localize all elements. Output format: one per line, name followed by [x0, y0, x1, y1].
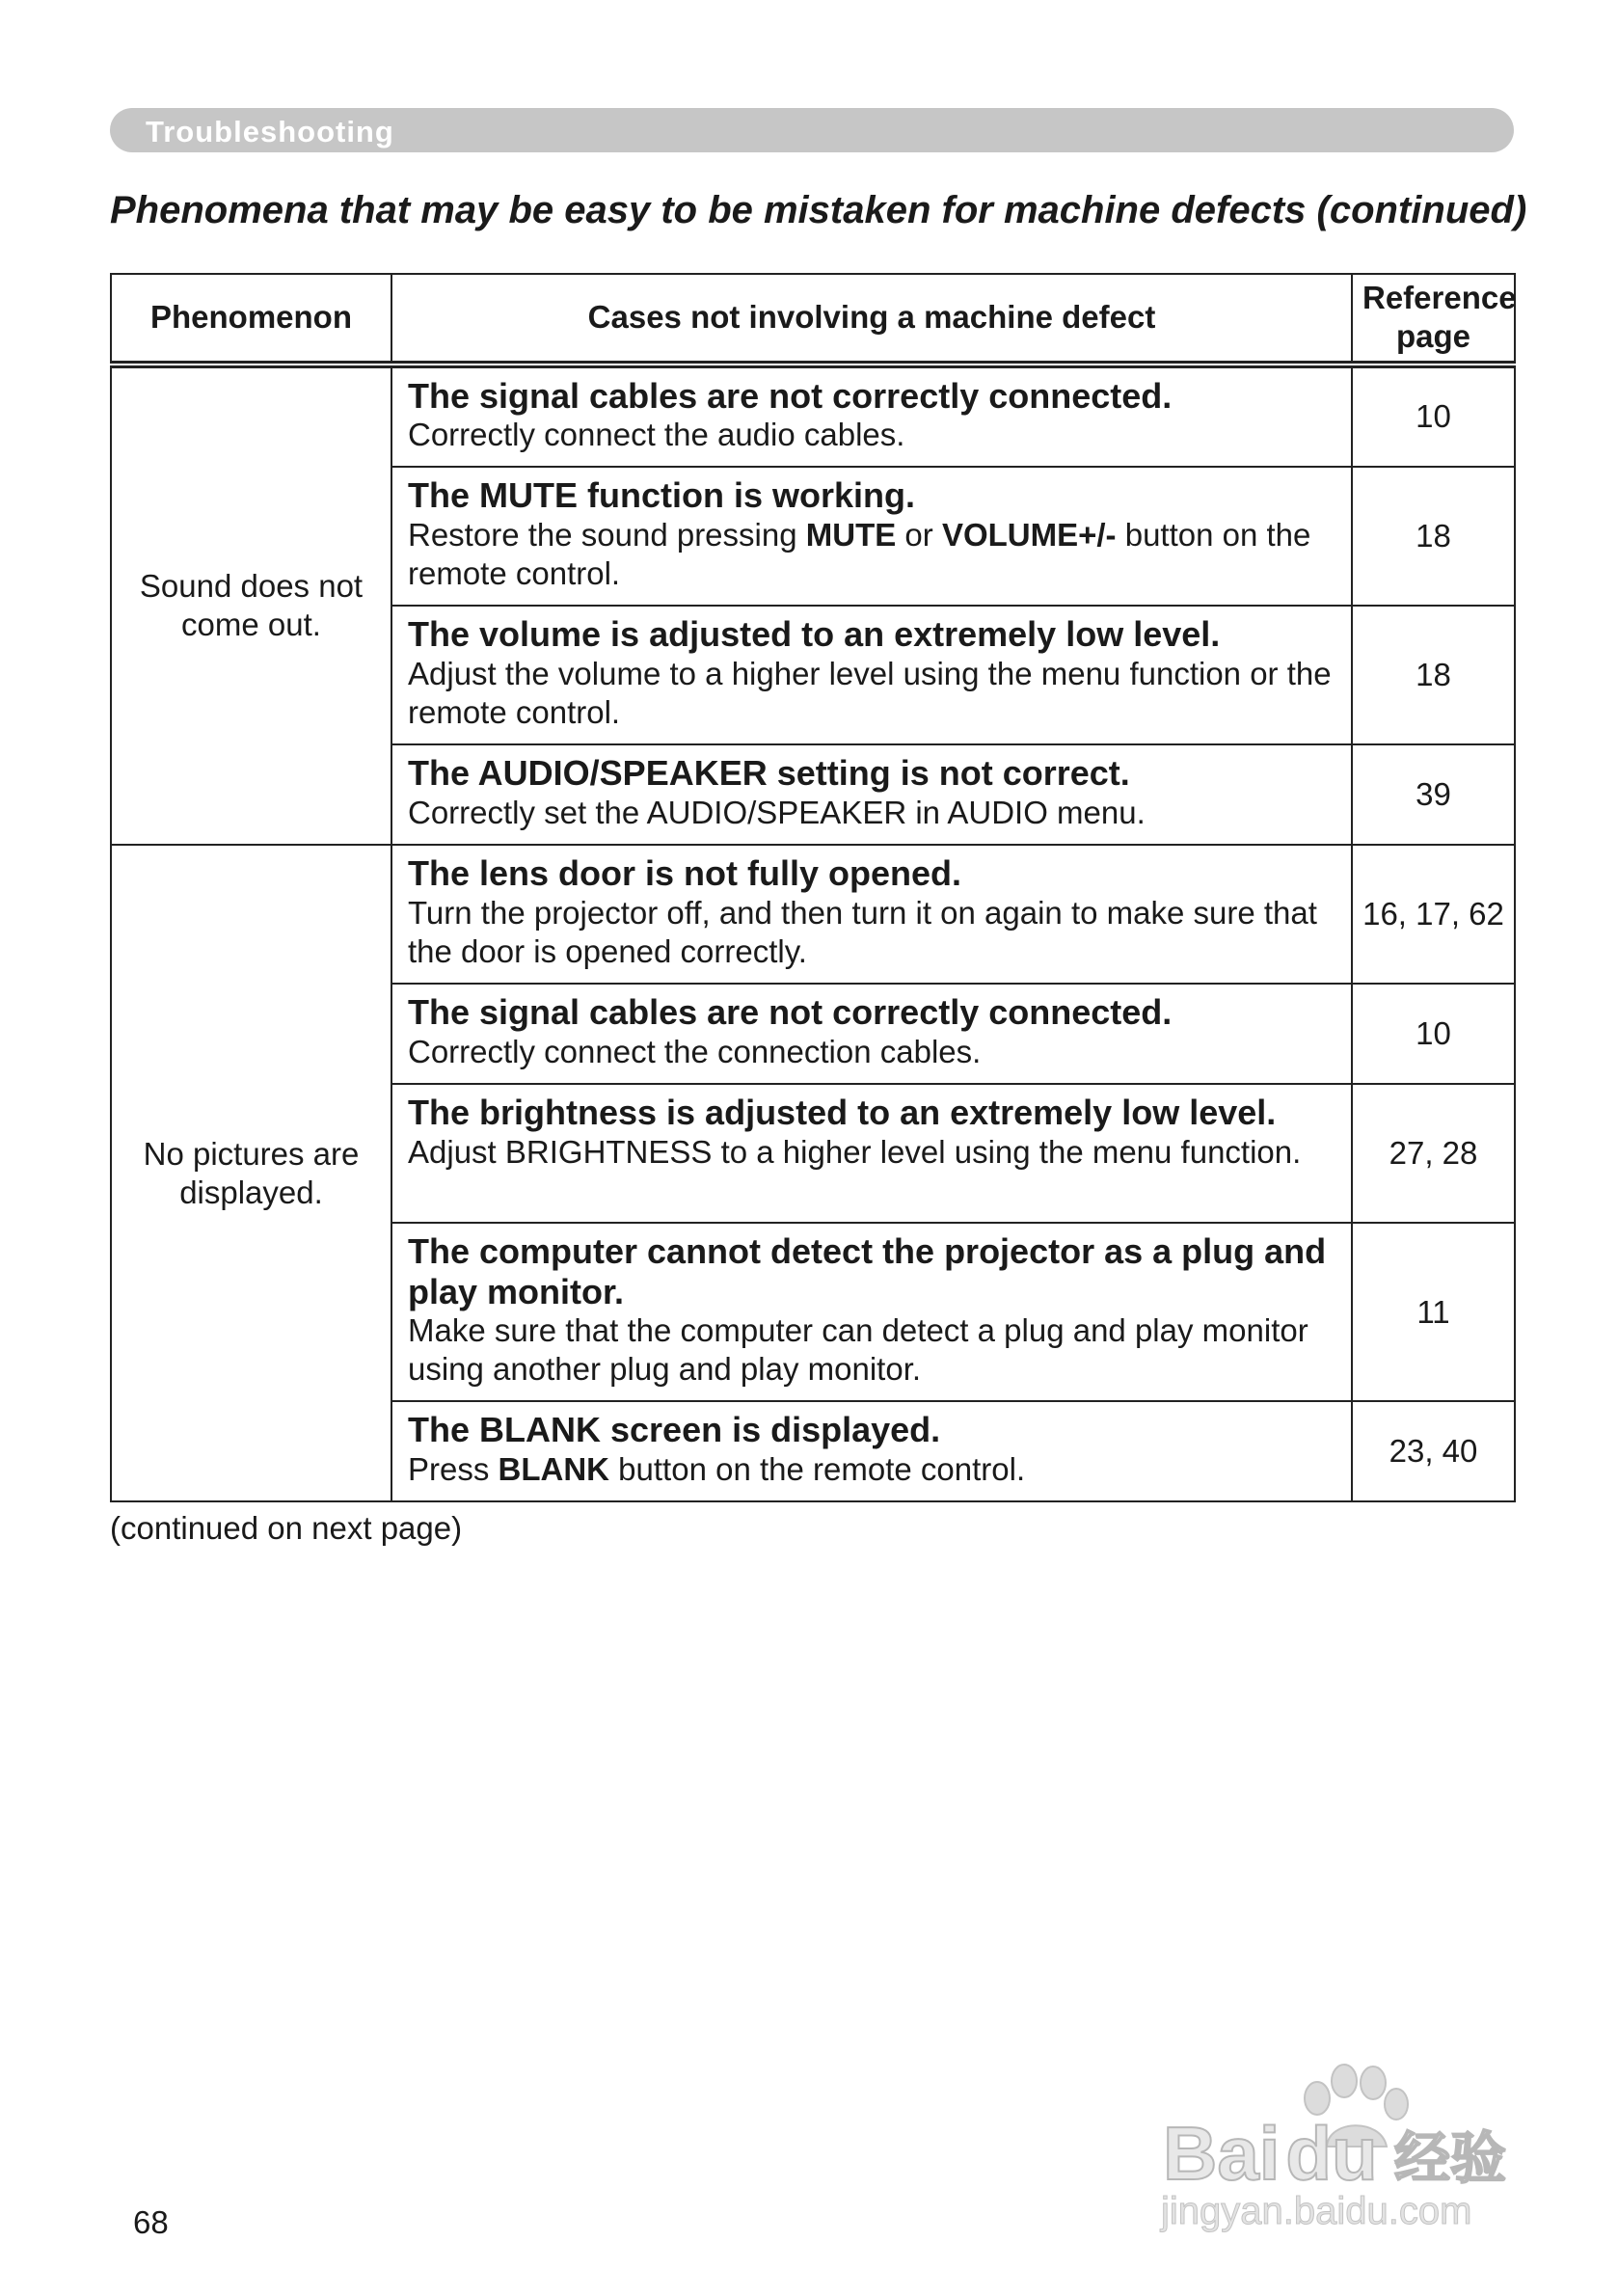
case-description: Make sure that the computer can detect a plug and play monitor using another plug and play monitor. [408, 1311, 1308, 1388]
case-cell [391, 606, 1352, 744]
case-title: The brightness is adjusted to an extremely low level. [408, 1093, 1277, 1133]
reference-page: 10 [1352, 984, 1515, 1084]
case-title: The volume is adjusted to an extremely low level. [408, 614, 1221, 655]
phenomenon-cell: Sound does not come out. [111, 365, 391, 846]
case-cell [391, 1084, 1352, 1223]
case-cell [391, 1401, 1352, 1501]
reference-page: 16, 17, 62 [1352, 845, 1515, 984]
case-description: Turn the projector off, and then turn it on again to make sure that the door is opened correctly. [408, 894, 1317, 969]
page-title: Phenomena that may be easy to be mistaken for machine defects (continued) [110, 189, 1527, 231]
case-title: The lens door is not fully opened. [408, 853, 962, 894]
column-header-phenomenon: Phenomenon [111, 274, 391, 365]
case-cell [391, 365, 1352, 468]
case-title: The signal cables are not correctly connected. [408, 992, 1173, 1033]
case-title: The computer cannot detect the projector as a plug and play monitor. [408, 1231, 1327, 1311]
volume-button-label: VOLUME+/- [941, 516, 1117, 553]
case-cell [391, 1223, 1352, 1401]
jingyan-wordmark: 经验 [1394, 2125, 1507, 2191]
case-cell [391, 744, 1352, 845]
phenomenon-cell: No pictures are displayed. [111, 845, 391, 1501]
column-header-cases: Cases not involving a machine defect [391, 274, 1352, 365]
reference-page: 23, 40 [1352, 1401, 1515, 1501]
watermark-url: jingyan.baidu.com [1161, 2190, 1472, 2232]
continued-note: (continued on next page) [110, 1510, 463, 1546]
case-description: Correctly set the AUDIO/SPEAKER in AUDIO menu. [408, 794, 1146, 830]
table-row [111, 365, 1515, 468]
reference-page: 10 [1352, 365, 1515, 468]
case-cell [391, 845, 1352, 984]
case-title: The AUDIO/SPEAKER setting is not correct. [408, 753, 1130, 794]
reference-page: 18 [1352, 467, 1515, 606]
case-description: Correctly connect the audio cables. [408, 416, 905, 452]
case-description: Correctly connect the connection cables. [408, 1033, 982, 1069]
table-row [111, 845, 1515, 984]
case-cell [391, 984, 1352, 1084]
troubleshooting-table [110, 273, 1516, 1502]
section-header-bar [110, 108, 1514, 152]
reference-page: 39 [1352, 744, 1515, 845]
table-header-row [111, 274, 1515, 365]
page-number: 68 [133, 2204, 169, 2240]
case-title: The BLANK screen is displayed. [408, 1410, 941, 1450]
case-description: Adjust the volume to a higher level using the menu function or the remote control. [408, 655, 1332, 730]
case-description: Restore the sound pressing MUTE or VOLUME+/- button on the remote control. [408, 516, 1311, 591]
case-description: Adjust BRIGHTNESS to a higher level using the menu function. [408, 1133, 1302, 1170]
reference-page: 18 [1352, 606, 1515, 744]
section-title: Troubleshooting [146, 115, 394, 149]
case-description: Press BLANK button on the remote control. [408, 1450, 1026, 1487]
case-title: The signal cables are not correctly connected. [408, 375, 1173, 416]
reference-page: 11 [1352, 1223, 1515, 1401]
case-cell [391, 467, 1352, 606]
case-title: The MUTE function is working. [408, 475, 915, 516]
blank-button-label: BLANK [498, 1450, 610, 1487]
reference-page: 27, 28 [1352, 1084, 1515, 1223]
baidu-wordmark: Baidu [1163, 2111, 1378, 2196]
mute-button-label: MUTE [805, 516, 897, 553]
baidu-jingyan-watermark-logo [1153, 2052, 1529, 2235]
column-header-reference: Reference page [1352, 274, 1515, 365]
